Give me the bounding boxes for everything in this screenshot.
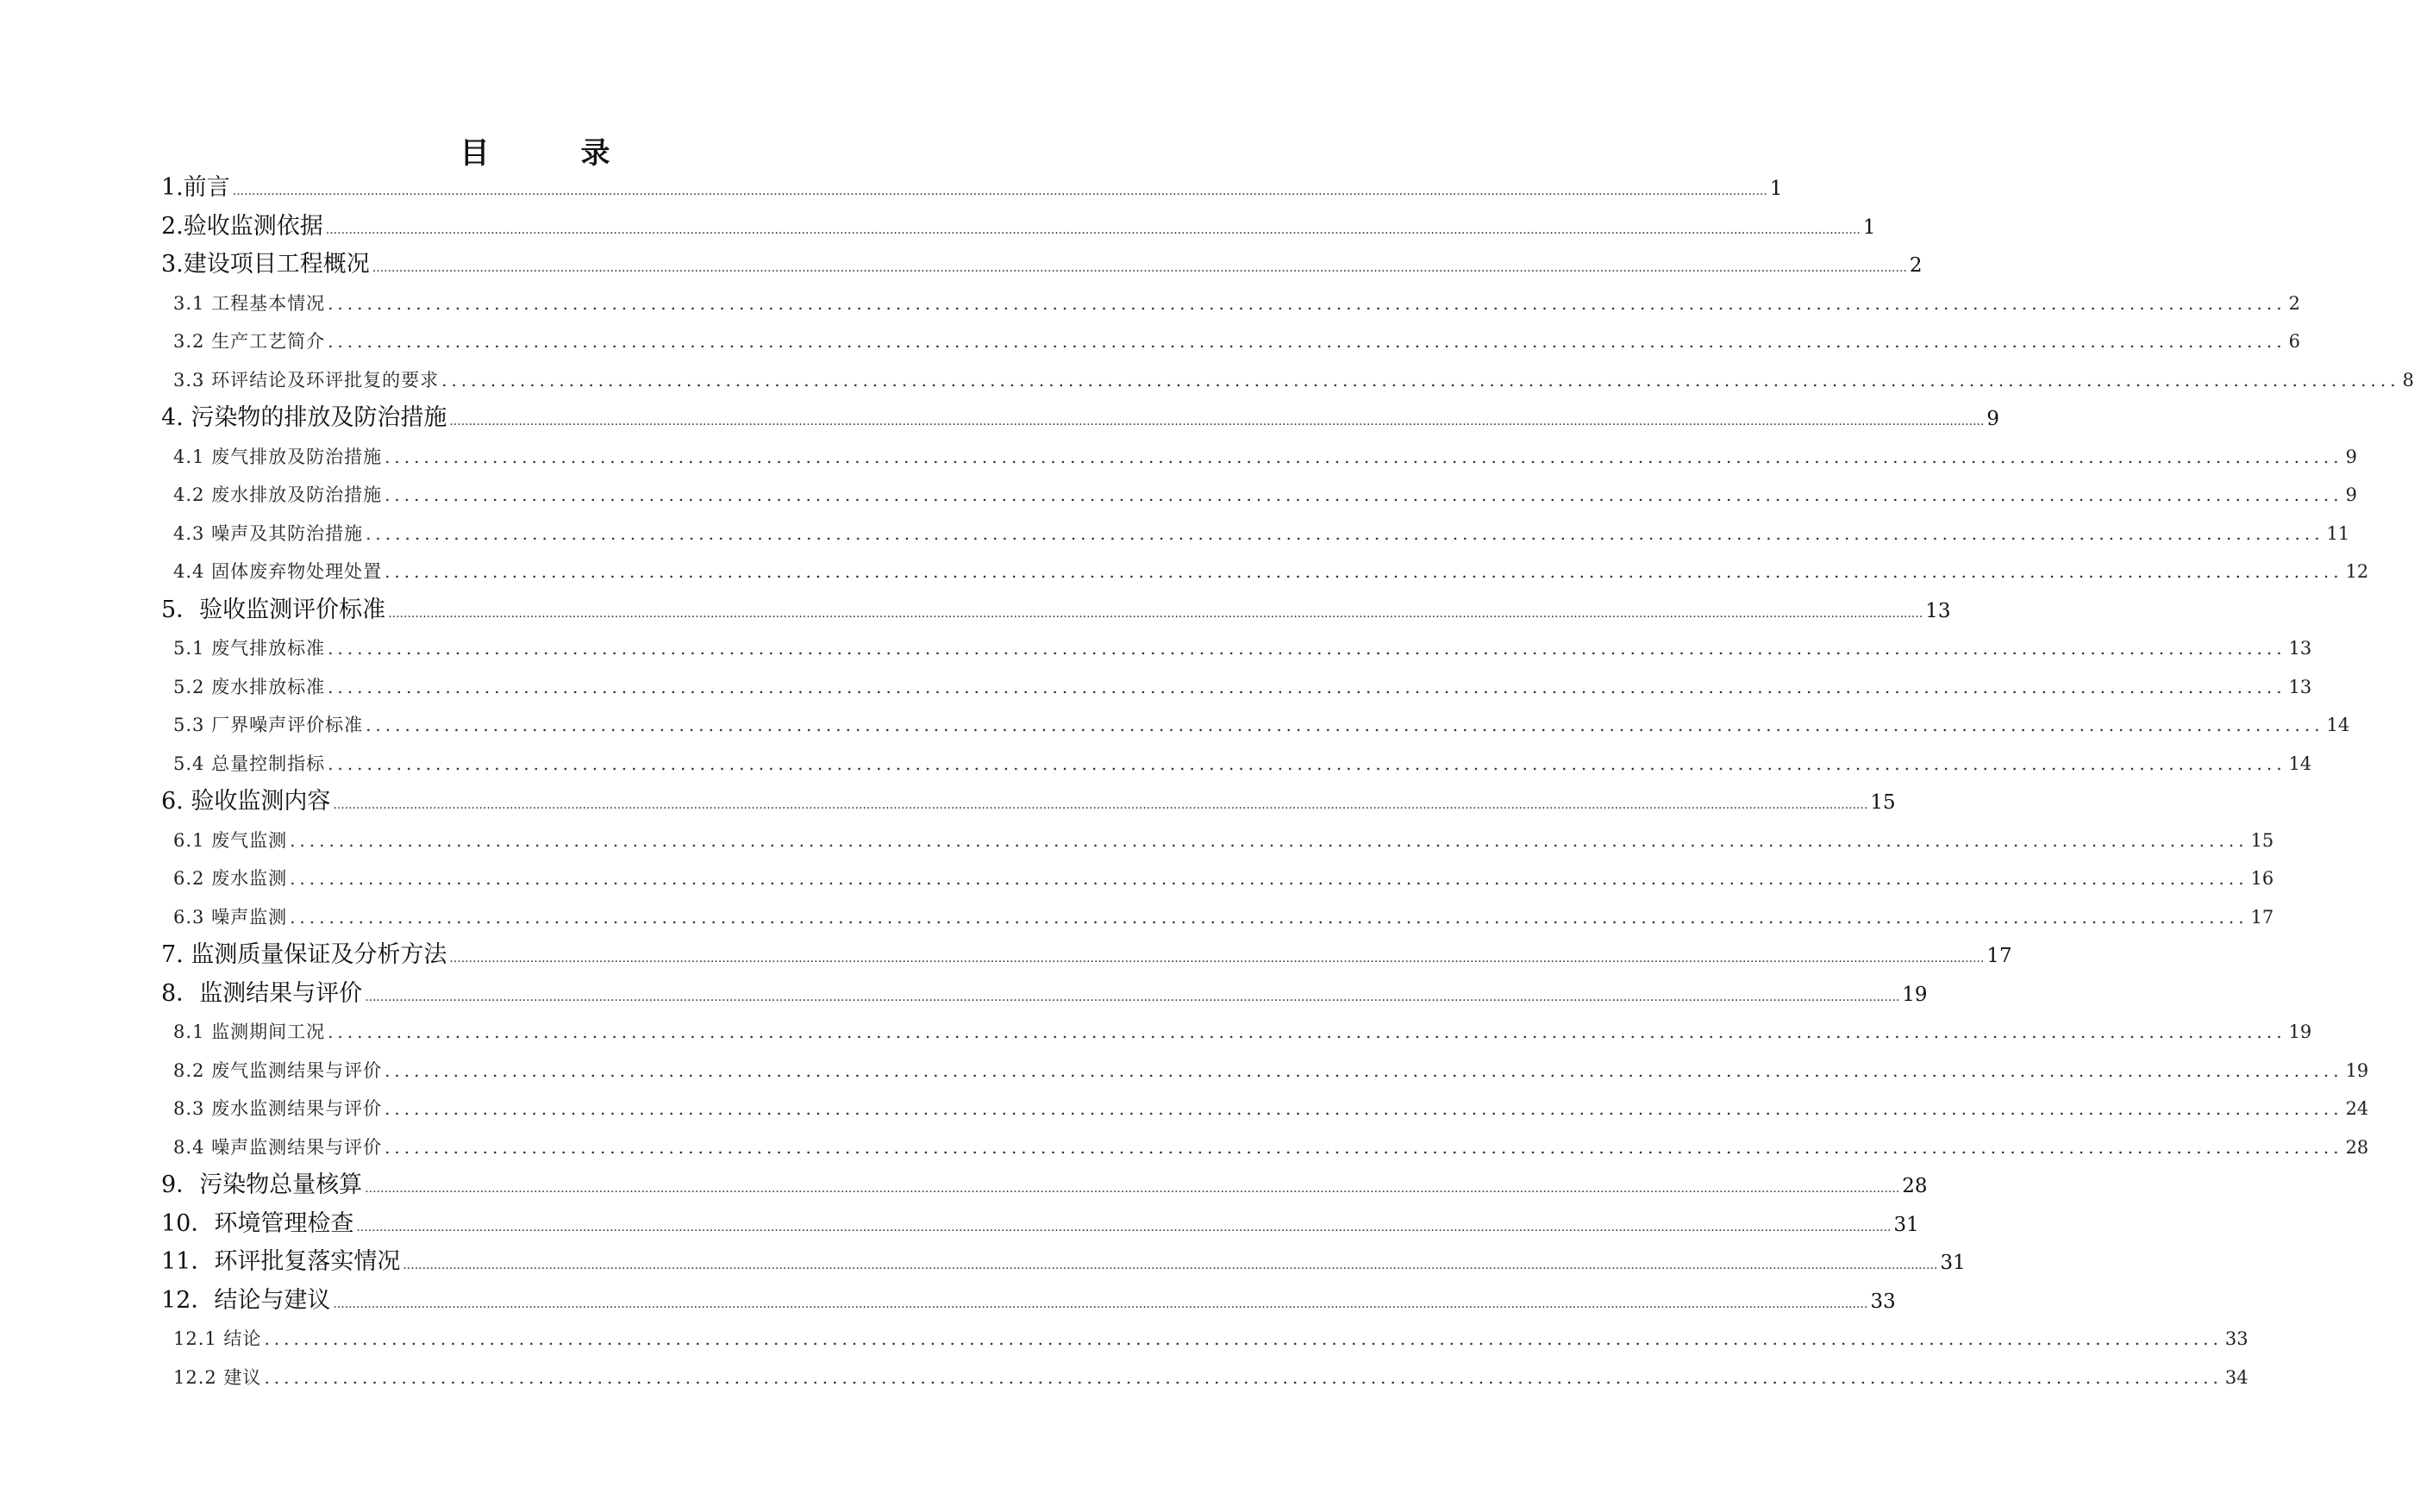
toc-entry-page-number: 9 xyxy=(1986,408,2000,430)
dot-leader: ........................................................................................................................................................................................................ xyxy=(264,1366,2223,1388)
toc-entry[interactable] xyxy=(161,476,2357,515)
dot-leader: ................................................................................................................................................................................................................................................................................................................................................................................................................ xyxy=(365,990,1900,1004)
toc-entry[interactable] xyxy=(161,169,1783,208)
toc-entry-page-number: 1 xyxy=(1769,178,1783,200)
toc-entry-label: 5.2 废水排放标准 xyxy=(173,676,326,697)
toc-entry[interactable] xyxy=(161,515,2350,553)
toc-entry-page-number: 11 xyxy=(2326,522,2350,544)
toc-entry[interactable] xyxy=(161,322,2300,361)
dot-leader: ........................................................................................................................................................................................................ xyxy=(328,1022,2286,1042)
toc-entry-label: 6.3 噪声监测 xyxy=(173,906,288,928)
toc-entry-page-number: 28 xyxy=(1902,1175,1928,1197)
toc-entry-label: 11．环评批复落实情况 xyxy=(161,1248,401,1275)
toc-entry-page-number: 13 xyxy=(1925,599,1951,622)
toc-entry-page-number: 2 xyxy=(1909,254,1923,277)
dot-leader: ................................................................................................................................................................................................................................................................................................................................................................................................................ xyxy=(333,1296,1868,1311)
toc-entry-page-number: 12 xyxy=(2345,561,2369,582)
toc-entry[interactable] xyxy=(161,859,2274,898)
toc-entry[interactable] xyxy=(161,783,1896,822)
toc-entry-label: 4.2 废水排放及防治措施 xyxy=(173,484,383,505)
toc-entry-page-number: 6 xyxy=(2288,331,2300,352)
dot-leader: ........................................................................................................................................................................................................ xyxy=(385,1136,2343,1158)
toc-entry[interactable] xyxy=(161,975,1928,1014)
dot-leader: ........................................................................................................................................................................................................ xyxy=(328,753,2286,774)
toc-entry-label: 12.1 结论 xyxy=(173,1328,262,1349)
toc-entry[interactable] xyxy=(161,668,2312,707)
toc-entry[interactable] xyxy=(161,629,2312,668)
toc-entry[interactable] xyxy=(161,1282,1896,1321)
toc-entry-label: 4.3 噪声及其防治措施 xyxy=(173,522,364,544)
toc-entry[interactable] xyxy=(161,591,1951,630)
toc-entry-label: 3.3 环评结论及环评批复的要求 xyxy=(173,369,440,390)
toc-entry-label: 4.4 固体废弃物处理处置 xyxy=(173,561,383,582)
toc-entry[interactable] xyxy=(161,1166,1928,1205)
toc-entry-page-number: 17 xyxy=(1986,945,2012,967)
toc-entry-label: 3.2 生产工艺简介 xyxy=(173,331,326,352)
toc-entry-page-number: 13 xyxy=(2288,638,2312,659)
toc-entry[interactable] xyxy=(161,1013,2312,1052)
toc-entry[interactable] xyxy=(161,822,2274,860)
toc-entry-page-number: 19 xyxy=(2345,1059,2369,1081)
dot-leader: ........................................................................................................................................................................................................ xyxy=(385,484,2343,505)
toc-entry[interactable] xyxy=(161,1128,2369,1167)
toc-entry-page-number: 19 xyxy=(2288,1022,2312,1042)
toc-entry[interactable] xyxy=(161,208,1876,247)
dot-leader: ................................................................................................................................................................................................................................................................................................................................................................................................................ xyxy=(365,1182,1900,1196)
toc-entry-label: 3.1 工程基本情况 xyxy=(173,292,326,314)
toc-entry-label: 5.1 废气排放标准 xyxy=(173,638,326,659)
toc-entry-page-number: 13 xyxy=(2288,676,2312,697)
toc-entry[interactable] xyxy=(161,438,2357,477)
dot-leader: ................................................................................................................................................................................................................................................................................................................................................................................................................ xyxy=(403,1259,1938,1272)
dot-leader: ........................................................................................................................................................................................................ xyxy=(328,292,2286,314)
toc-entry-page-number: 19 xyxy=(1902,983,1928,1006)
toc-entry[interactable] xyxy=(161,284,2300,323)
toc-entry-page-number: 14 xyxy=(2326,715,2350,735)
table-of-contents xyxy=(161,169,2414,1396)
dot-leader: ........................................................................................................................................................................................................ xyxy=(385,446,2343,467)
toc-entry-page-number: 9 xyxy=(2345,446,2357,467)
toc-entry-label: 5．验收监测评价标准 xyxy=(161,596,386,623)
toc-entry-label: 12.2 建议 xyxy=(173,1366,262,1388)
toc-entry[interactable] xyxy=(161,1359,2248,1397)
toc-entry-page-number: 31 xyxy=(1940,1252,1966,1274)
dot-leader: ........................................................................................................................................................................................................ xyxy=(366,715,2324,735)
toc-entry-label: 5.4 总量控制指标 xyxy=(173,753,326,774)
dot-leader: ........................................................................................................................................................................................................ xyxy=(366,522,2324,544)
toc-entry[interactable] xyxy=(161,706,2350,745)
toc-entry-page-number: 15 xyxy=(2250,829,2274,851)
dot-leader: ................................................................................................................................................................................................................................................................................................................................................................................................................ xyxy=(232,184,1767,198)
toc-entry[interactable] xyxy=(161,553,2369,591)
dot-leader: ........................................................................................................................................................................................................ xyxy=(328,676,2286,697)
dot-leader: ................................................................................................................................................................................................................................................................................................................................................................................................................ xyxy=(449,415,1985,428)
toc-entry-page-number: 9 xyxy=(2345,484,2357,505)
toc-entry-page-number: 14 xyxy=(2288,753,2312,774)
toc-entry-label: 6. 验收监测内容 xyxy=(161,788,331,815)
toc-entry-label: 8.4 噪声监测结果与评价 xyxy=(173,1136,383,1158)
toc-entry[interactable] xyxy=(161,361,2414,400)
dot-leader: ........................................................................................................................................................................................................ xyxy=(290,868,2248,889)
toc-entry-label: 9．污染物总量核算 xyxy=(161,1171,363,1198)
toc-entry-label: 12．结论与建议 xyxy=(161,1286,331,1314)
toc-entry-label: 8.3 废水监测结果与评价 xyxy=(173,1098,383,1119)
toc-entry-label: 7. 监测质量保证及分析方法 xyxy=(161,941,447,968)
toc-entry-label: 1.前言 xyxy=(161,174,230,201)
toc-entry[interactable] xyxy=(161,399,2000,438)
toc-entry-page-number: 34 xyxy=(2224,1366,2248,1388)
dot-leader: ........................................................................................................................................................................................................ xyxy=(441,369,2400,390)
dot-leader: ................................................................................................................................................................................................................................................................................................................................................................................................................ xyxy=(333,798,1868,812)
page-title: 目 录 xyxy=(460,136,641,171)
toc-entry-label: 8.1 监测期间工况 xyxy=(173,1022,326,1042)
dot-leader: ................................................................................................................................................................................................................................................................................................................................................................................................................ xyxy=(449,952,1985,965)
toc-entry-page-number: 2 xyxy=(2288,292,2300,314)
toc-entry[interactable] xyxy=(161,1320,2248,1359)
toc-entry-label: 3.建设项目工程概况 xyxy=(161,251,370,278)
toc-entry[interactable] xyxy=(161,1205,1919,1244)
toc-entry-page-number: 33 xyxy=(1870,1290,1896,1313)
toc-entry-page-number: 16 xyxy=(2250,868,2274,889)
toc-entry-label: 2.验收监测依据 xyxy=(161,212,323,240)
toc-entry[interactable] xyxy=(161,745,2312,784)
toc-entry-page-number: 1 xyxy=(1862,216,1876,239)
dot-leader: ................................................................................................................................................................................................................................................................................................................................................................................................................ xyxy=(325,222,1861,237)
toc-entry-label: 10．环境管理检查 xyxy=(161,1209,354,1237)
dot-leader: ................................................................................................................................................................................................................................................................................................................................................................................................................ xyxy=(356,1220,1892,1234)
dot-leader: ........................................................................................................................................................................................................ xyxy=(290,906,2248,928)
dot-leader: ........................................................................................................................................................................................................ xyxy=(385,1098,2343,1119)
toc-entry-page-number: 28 xyxy=(2345,1136,2369,1158)
toc-entry[interactable] xyxy=(161,246,1923,284)
toc-entry-page-number: 15 xyxy=(1870,791,1896,814)
toc-entry-page-number: 33 xyxy=(2224,1328,2248,1349)
dot-leader: ........................................................................................................................................................................................................ xyxy=(264,1328,2223,1349)
toc-entry-label: 5.3 厂界噪声评价标准 xyxy=(173,715,364,735)
toc-entry-page-number: 8 xyxy=(2402,369,2414,390)
toc-entry-label: 8．监测结果与评价 xyxy=(161,979,363,1007)
dot-leader: ........................................................................................................................................................................................................ xyxy=(385,1059,2343,1081)
toc-entry[interactable] xyxy=(161,936,2012,975)
toc-entry[interactable] xyxy=(161,898,2274,937)
toc-entry[interactable] xyxy=(161,1243,1966,1282)
dot-leader: ................................................................................................................................................................................................................................................................................................................................................................................................................ xyxy=(388,606,1923,621)
toc-entry-label: 4. 污染物的排放及防治措施 xyxy=(161,404,447,431)
toc-entry-label: 4.1 废气排放及防治措施 xyxy=(173,446,383,467)
toc-entry-label: 6.1 废气监测 xyxy=(173,829,288,851)
dot-leader: ........................................................................................................................................................................................................ xyxy=(328,331,2286,352)
toc-entry[interactable] xyxy=(161,1090,2369,1128)
dot-leader: ........................................................................................................................................................................................................ xyxy=(290,829,2248,851)
dot-leader: ........................................................................................................................................................................................................ xyxy=(385,561,2343,582)
toc-entry[interactable] xyxy=(161,1052,2369,1090)
toc-entry-page-number: 31 xyxy=(1893,1213,1919,1236)
dot-leader: ................................................................................................................................................................................................................................................................................................................................................................................................................ xyxy=(372,261,1907,275)
toc-entry-label: 6.2 废水监测 xyxy=(173,868,288,889)
toc-entry-label: 8.2 废气监测结果与评价 xyxy=(173,1059,383,1081)
toc-entry-page-number: 17 xyxy=(2250,906,2274,928)
toc-entry-page-number: 24 xyxy=(2345,1098,2369,1119)
dot-leader: ........................................................................................................................................................................................................ xyxy=(328,638,2286,659)
